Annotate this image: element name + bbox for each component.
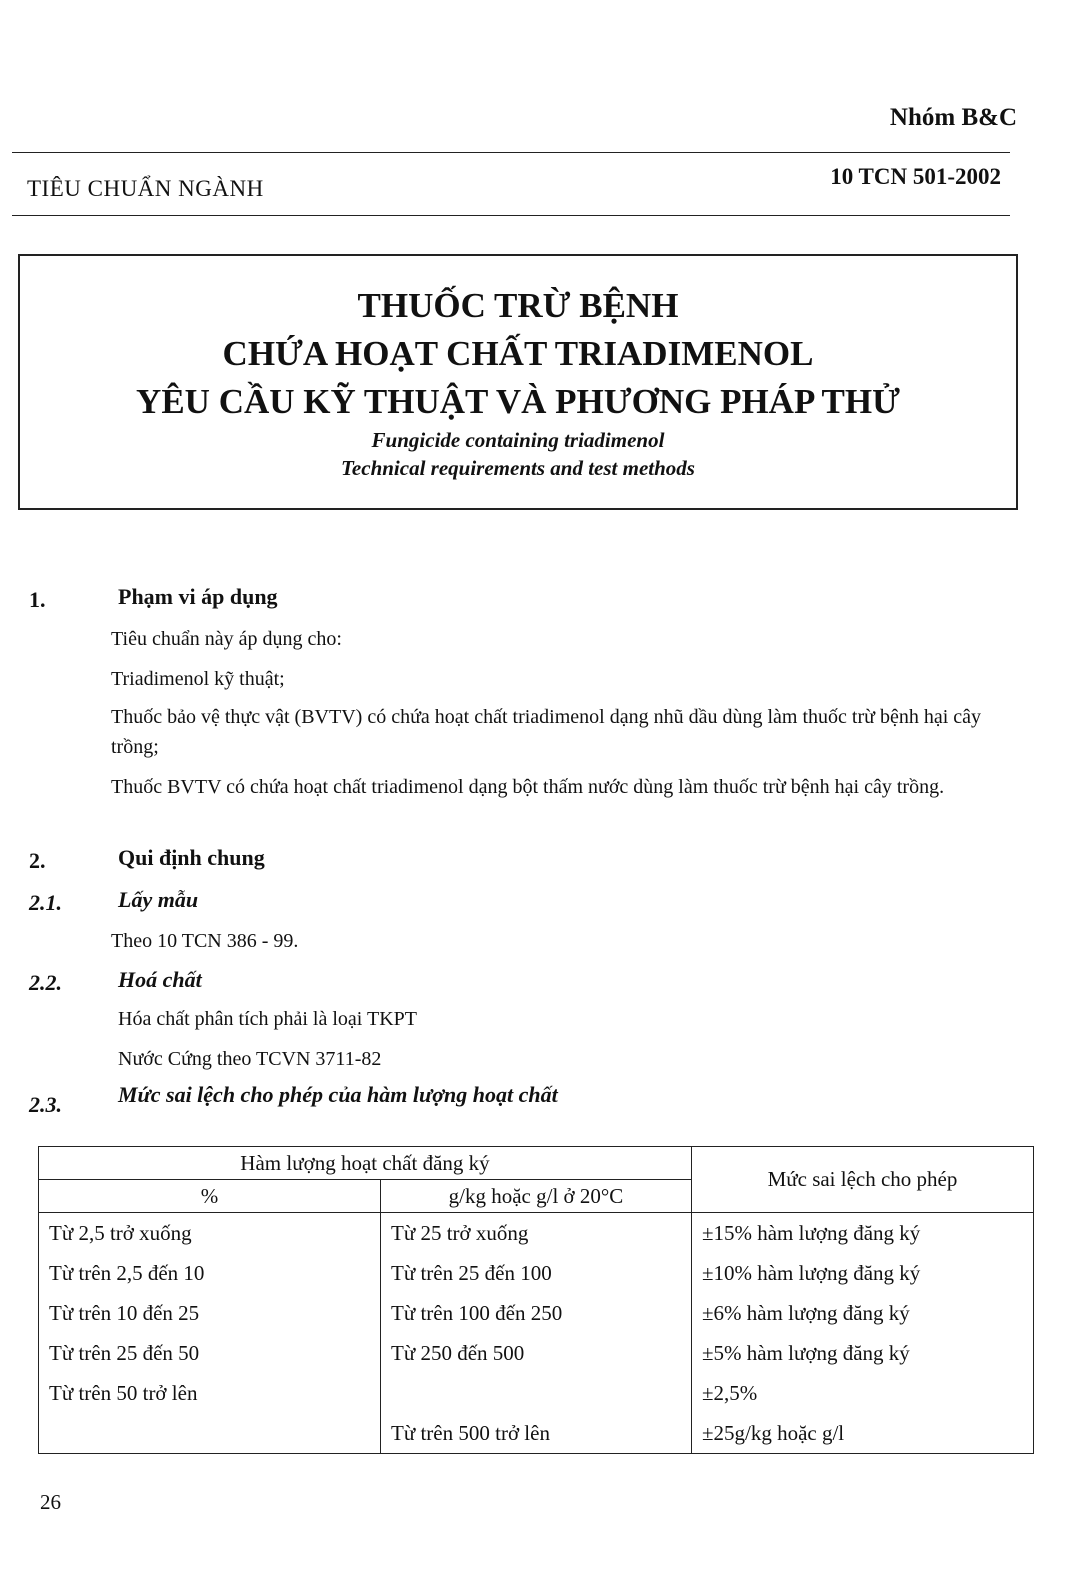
header-tolerance: Mức sai lệch cho phép: [691, 1147, 1033, 1213]
header-top-rule: [12, 152, 1010, 153]
section-2-2-paragraph-1: Hóa chất phân tích phải là loại TKPT: [118, 1008, 417, 1030]
title-line-1: THUỐC TRỪ BỆNH: [357, 286, 679, 325]
section-2-number: 2.: [29, 848, 46, 873]
cell-tolerance: ±15% hàm lượng đăng ký: [691, 1213, 1033, 1254]
cell-percent: Từ 2,5 trở xuống: [39, 1213, 381, 1254]
cell-gkg: Từ 250 đến 500: [381, 1333, 692, 1373]
section-2-2-heading: Hoá chất: [118, 967, 202, 992]
section-2-1-heading: Lấy mẫu: [118, 887, 199, 912]
section-2-3-heading: Mức sai lệch cho phép của hàm lượng hoạt chất: [118, 1082, 558, 1107]
section-2-2-number: 2.2.: [29, 970, 62, 995]
cell-gkg: Từ trên 500 trở lên: [381, 1413, 692, 1454]
cell-gkg: Từ 25 trở xuống: [381, 1213, 692, 1254]
cell-percent: Từ trên 2,5 đến 10: [39, 1253, 381, 1293]
cell-tolerance: ±5% hàm lượng đăng ký: [691, 1333, 1033, 1373]
title-english-2: Technical requirements and test methods: [341, 456, 695, 480]
section-2-3-number: 2.3.: [29, 1092, 62, 1117]
cell-tolerance: ±10% hàm lượng đăng ký: [691, 1253, 1033, 1293]
group-label: Nhóm B&C: [889, 104, 1017, 131]
tolerance-table: [38, 1146, 1034, 1454]
cell-tolerance: ±6% hàm lượng đăng ký: [691, 1293, 1033, 1333]
table-row: [39, 1293, 1034, 1333]
header-registered-content: Hàm lượng hoạt chất đăng ký: [39, 1147, 692, 1180]
standard-label: TIÊU CHUẨN NGÀNH: [27, 176, 264, 201]
table-row: [39, 1333, 1034, 1373]
cell-tolerance: ±25g/kg hoặc g/l: [691, 1413, 1033, 1454]
section-1-heading: Phạm vi áp dụng: [118, 584, 278, 609]
cell-tolerance: ±2,5%: [691, 1373, 1033, 1413]
section-1-number: 1.: [29, 587, 46, 612]
cell-percent: Từ trên 25 đến 50: [39, 1333, 381, 1373]
table-row: [39, 1253, 1034, 1293]
section-2-2-paragraph-2: Nước Cứng theo TCVN 3711-82: [118, 1048, 382, 1070]
cell-gkg: Từ trên 25 đến 100: [381, 1253, 692, 1293]
table-row: [39, 1213, 1034, 1254]
title-line-2: CHỨA HOẠT CHẤT TRIADIMENOL: [222, 334, 814, 373]
standard-code: 10 TCN 501-2002: [830, 164, 1001, 189]
title-english-1: Fungicide containing triadimenol: [371, 428, 665, 452]
cell-percent: [39, 1413, 381, 1454]
cell-percent: Từ trên 50 trở lên: [39, 1373, 381, 1413]
page-number: 26: [40, 1490, 61, 1514]
cell-percent: Từ trên 10 đến 25: [39, 1293, 381, 1333]
section-1-paragraph-4: Thuốc BVTV có chứa hoạt chất triadimenol dạng bột thấm nước dùng làm thuốc trừ bệnh hại cây trồng.: [111, 776, 945, 798]
cell-gkg: [381, 1373, 692, 1413]
section-2-heading: Qui định chung: [118, 845, 265, 870]
header-percent: %: [39, 1180, 381, 1213]
section-1-paragraph-2: Triadimenol kỹ thuật;: [111, 668, 285, 690]
title-line-3: YÊU CẦU KỸ THUẬT VÀ PHƯƠNG PHÁP THỬ: [136, 382, 900, 421]
header-bottom-rule: [12, 215, 1010, 216]
section-1-paragraph-3: Thuốc bảo vệ thực vật (BVTV) có chứa hoạt chất triadimenol dạng nhũ dầu dùng làm thuốc trừ bệnh hại cây trồng;: [111, 706, 982, 758]
section-1-paragraph-1: Tiêu chuẩn này áp dụng cho:: [111, 628, 342, 650]
table-row: [39, 1373, 1034, 1413]
section-2-1-paragraph: Theo 10 TCN 386 - 99.: [111, 930, 299, 952]
title-box: [18, 254, 1018, 510]
cell-gkg: Từ trên 100 đến 250: [381, 1293, 692, 1333]
section-2-1-number: 2.1.: [29, 890, 62, 915]
table-header-row: [39, 1147, 1034, 1180]
header-gkg: g/kg hoặc g/l ở 20°C: [381, 1180, 692, 1213]
table-row: [39, 1413, 1034, 1454]
